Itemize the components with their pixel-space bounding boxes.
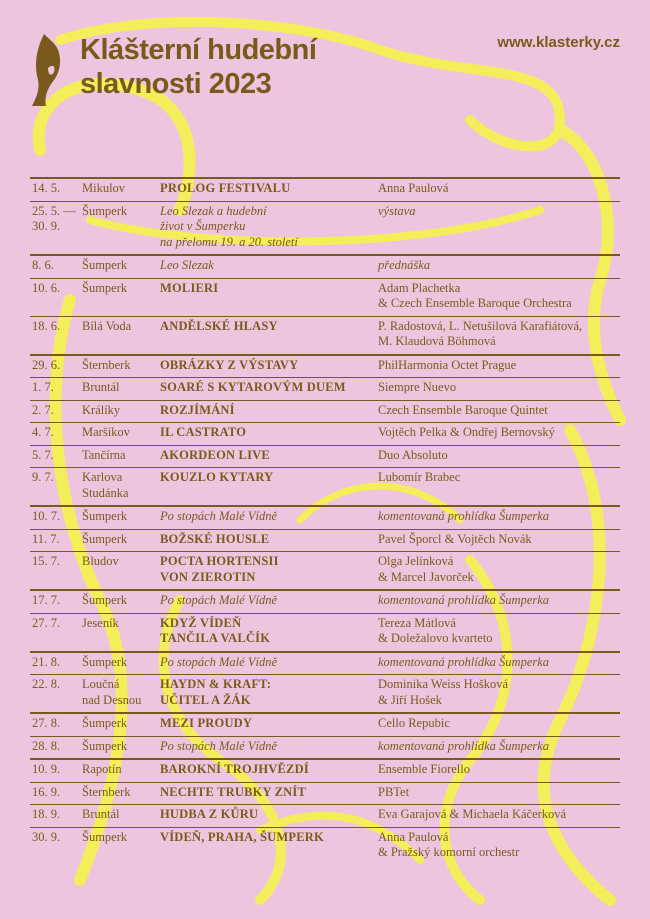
- program-row: [30, 468, 620, 507]
- program-performer: [378, 509, 620, 525]
- place-line: Šumperk: [82, 203, 128, 218]
- performer-line: PhilHarmonia Octet Prague: [378, 357, 517, 372]
- program-event: [160, 319, 378, 335]
- event-line: NECHTE TRUBKY ZNÍT: [160, 784, 306, 799]
- event-line: SOARÉ S KYTAROVÝM DUEM: [160, 380, 346, 394]
- event-line: život v Šumperku: [160, 219, 246, 233]
- program-row: [30, 760, 620, 783]
- place-line: Šumperk: [82, 593, 128, 607]
- program-event: [160, 655, 378, 671]
- program-place: [82, 181, 160, 197]
- program-event: [160, 509, 378, 525]
- program-date: 8. 6.: [32, 258, 54, 272]
- program-row: [30, 179, 620, 202]
- program-performer: [378, 204, 620, 220]
- program-place: [82, 403, 160, 419]
- program-place: [82, 425, 160, 441]
- program-performer: [378, 554, 620, 585]
- program-date: 29. 6.: [32, 357, 61, 372]
- program-performer: [378, 830, 620, 861]
- event-line: TANČILA VALČÍK: [160, 631, 271, 645]
- title-line-1: Klášterní hudební: [80, 34, 317, 66]
- event-line: Po stopách Malé Vídně: [160, 593, 277, 607]
- program-row: [30, 614, 620, 653]
- program-place: [82, 716, 160, 732]
- performer-line: Czech Ensemble Baroque Quintet: [378, 402, 548, 417]
- event-line: ANDĚLSKÉ HLASY: [160, 318, 278, 333]
- event-line: KDYŽ VÍDEŇ: [160, 615, 242, 630]
- event-line: Po stopách Malé Vídně: [160, 654, 277, 669]
- event-line: MEZI PROUDY: [160, 716, 253, 730]
- event-line: Leo Slezak a hudební: [160, 203, 267, 218]
- program-event: [160, 358, 378, 374]
- program-row: [30, 783, 620, 806]
- title-line-2: slavnosti 2023: [80, 68, 272, 100]
- program-date: 2. 7.: [32, 402, 54, 417]
- program-event: [160, 830, 378, 846]
- program-place: [82, 470, 160, 501]
- event-line: HAYDN & KRAFT:: [160, 677, 272, 691]
- place-line: Bílá Voda: [82, 318, 132, 333]
- program-date: 11. 7.: [32, 531, 60, 546]
- program-row: [30, 423, 620, 446]
- program-event: [160, 593, 378, 609]
- place-line: Bludov: [82, 554, 119, 568]
- place-line: Šumperk: [82, 829, 128, 844]
- program-performer: [378, 258, 620, 274]
- program-date: 18. 9.: [32, 807, 61, 821]
- performer-line: & Marcel Javorček: [378, 569, 474, 584]
- performer-line: komentovaná prohlídka Šumperka: [378, 593, 550, 607]
- performer-line: & Czech Ensemble Baroque Orchestra: [378, 296, 572, 310]
- place-line: Šternberk: [82, 357, 131, 372]
- program-performer: [378, 593, 620, 609]
- program-event: [160, 425, 378, 441]
- program-date: 17. 7.: [32, 593, 61, 607]
- program-date: 18. 6.: [32, 318, 61, 333]
- program-event: [160, 762, 378, 778]
- program-place: [82, 258, 160, 274]
- program-event: [160, 380, 378, 396]
- event-line: HUDBA Z KŮRU: [160, 807, 259, 821]
- program-date: 10. 9.: [32, 762, 61, 776]
- program-performer: [378, 448, 620, 464]
- place-line: Karlova: [82, 470, 123, 484]
- program-event: [160, 403, 378, 419]
- program-date: 16. 9.: [32, 784, 61, 799]
- performer-line: Duo Absoluto: [378, 447, 448, 462]
- program-performer: [378, 716, 620, 732]
- program-performer: [378, 470, 620, 486]
- program-place: [82, 785, 160, 801]
- program-date: 30. 9.: [32, 829, 61, 844]
- program-row: [30, 401, 620, 424]
- place-line: Šternberk: [82, 784, 131, 799]
- program-date: 27. 8.: [32, 716, 61, 730]
- program-event: [160, 258, 378, 274]
- program-row: [30, 202, 620, 257]
- event-line: OBRÁZKY Z VÝSTAVY: [160, 357, 299, 372]
- program-place: [82, 762, 160, 778]
- performer-line: Dominika Weiss Hošková: [378, 677, 509, 691]
- performer-line: Siempre Nuevo: [378, 380, 457, 394]
- website-link[interactable]: www.klasterky.cz: [497, 34, 620, 51]
- program-performer: [378, 785, 620, 801]
- program-table: [30, 177, 620, 865]
- event-line: VON ZIEROTIN: [160, 569, 256, 584]
- program-event: [160, 785, 378, 801]
- program-place: [82, 807, 160, 823]
- program-row: [30, 507, 620, 530]
- place-line: Šumperk: [82, 654, 128, 669]
- program-performer: [378, 425, 620, 441]
- performer-line: & Pražský komorní orchestr: [378, 845, 520, 859]
- program-event: [160, 807, 378, 823]
- program-place: [82, 204, 160, 220]
- program-date: 22. 8.: [32, 677, 61, 691]
- event-line: BOŽSKÉ HOUSLE: [160, 531, 270, 546]
- program-place: [82, 677, 160, 708]
- place-line: nad Desnou: [82, 692, 142, 707]
- program-place: [82, 532, 160, 548]
- program-performer: [378, 403, 620, 419]
- program-place: [82, 655, 160, 671]
- performer-line: výstava: [378, 203, 416, 218]
- program-performer: [378, 677, 620, 708]
- event-line: PROLOG FESTIVALU: [160, 181, 291, 195]
- performer-line: Cello Repubic: [378, 716, 450, 730]
- program-place: [82, 739, 160, 755]
- program-row: [30, 552, 620, 591]
- place-line: Šumperk: [82, 716, 128, 730]
- place-line: Maršíkov: [82, 425, 130, 439]
- program-date: 25. 5. — 30. 9.: [32, 203, 76, 233]
- program-event: [160, 554, 378, 585]
- program-event: [160, 739, 378, 755]
- performer-line: Tereza Mátlová: [378, 615, 456, 630]
- program-event: [160, 677, 378, 708]
- event-line: Po stopách Malé Vídně: [160, 738, 277, 753]
- performer-line: komentovaná prohlídka Šumperka: [378, 509, 550, 523]
- program-row: [30, 446, 620, 469]
- program-row: [30, 356, 620, 379]
- place-line: Šumperk: [82, 531, 128, 546]
- performer-line: Olga Jelínková: [378, 554, 454, 568]
- place-line: Králíky: [82, 402, 121, 417]
- place-line: Jeseník: [82, 615, 119, 630]
- performer-line: Vojtěch Pelka & Ondřej Bernovský: [378, 425, 555, 439]
- program-place: [82, 509, 160, 525]
- performer-line: komentovaná prohlídka Šumperka: [378, 654, 550, 669]
- program-event: [160, 448, 378, 464]
- performer-line: přednáška: [378, 258, 431, 272]
- program-place: [82, 554, 160, 570]
- performer-line: Lubomír Brabec: [378, 470, 461, 484]
- program-date: 21. 8.: [32, 654, 61, 669]
- program-date: 9. 7.: [32, 470, 54, 484]
- place-line: Loučná: [82, 677, 120, 691]
- program-place: [82, 358, 160, 374]
- program-date: 10. 7.: [32, 509, 61, 523]
- performer-line: Eva Garajová & Michaela Káčerková: [378, 807, 567, 821]
- program-date: 28. 8.: [32, 738, 61, 753]
- place-line: Studánka: [82, 485, 129, 500]
- program-place: [82, 380, 160, 396]
- place-line: Bruntál: [82, 380, 120, 394]
- place-line: Šumperk: [82, 738, 128, 753]
- performer-line: P. Radostová, L. Netušilová Karafiátová,: [378, 318, 583, 333]
- performer-line: Ensemble Fiorello: [378, 762, 470, 776]
- event-line: ROZJÍMÁNÍ: [160, 402, 235, 417]
- program-performer: [378, 807, 620, 823]
- program-event: [160, 281, 378, 297]
- program-row: [30, 653, 620, 676]
- program-row: [30, 256, 620, 279]
- place-line: Šumperk: [82, 280, 128, 295]
- program-row: [30, 591, 620, 614]
- program-event: [160, 204, 378, 251]
- event-line: na přelomu 19. a 20. století: [160, 234, 298, 249]
- performer-line: Pavel Šporcl & Vojtěch Novák: [378, 531, 532, 546]
- program-performer: [378, 655, 620, 671]
- performer-line: M. Klaudová Böhmová: [378, 334, 496, 348]
- event-line: IL CASTRATO: [160, 425, 247, 439]
- program-place: [82, 593, 160, 609]
- place-line: Rapotín: [82, 762, 122, 776]
- performer-line: Adam Plachetka: [378, 280, 461, 295]
- place-line: Šumperk: [82, 509, 128, 523]
- program-performer: [378, 739, 620, 755]
- place-line: Bruntál: [82, 807, 120, 821]
- place-line: Mikulov: [82, 181, 126, 195]
- program-place: [82, 281, 160, 297]
- program-place: [82, 616, 160, 632]
- festival-title: [80, 33, 316, 101]
- program-event: [160, 470, 378, 486]
- program-event: [160, 181, 378, 197]
- performer-line: PBTet: [378, 784, 410, 799]
- program-date: 15. 7.: [32, 554, 61, 568]
- program-performer: [378, 358, 620, 374]
- performer-line: Anna Paulová: [378, 181, 449, 195]
- place-line: Tančírna: [82, 447, 126, 462]
- program-place: [82, 448, 160, 464]
- program-performer: [378, 181, 620, 197]
- event-line: POCTA HORTENSII: [160, 554, 279, 568]
- performer-line: & Doležalovo kvarteto: [378, 631, 493, 645]
- program-place: [82, 830, 160, 846]
- program-date: 5. 7.: [32, 447, 54, 462]
- program-place: [82, 319, 160, 335]
- program-row: [30, 317, 620, 356]
- event-line: BAROKNÍ TROJHVĚZDÍ: [160, 762, 309, 776]
- program-row: [30, 279, 620, 317]
- festival-logo-icon: [30, 30, 70, 110]
- program-row: [30, 828, 620, 865]
- program-performer: [378, 532, 620, 548]
- header: [0, 0, 650, 130]
- program-event: [160, 532, 378, 548]
- program-row: [30, 737, 620, 761]
- program-row: [30, 805, 620, 828]
- program-performer: [378, 616, 620, 647]
- program-row: [30, 714, 620, 737]
- program-performer: [378, 380, 620, 396]
- program-performer: [378, 281, 620, 312]
- performer-line: komentovaná prohlídka Šumperka: [378, 738, 550, 753]
- event-line: UČITEL A ŽÁK: [160, 692, 251, 707]
- program-date: 1. 7.: [32, 380, 54, 394]
- program-performer: [378, 319, 620, 350]
- program-event: [160, 716, 378, 732]
- program-row: [30, 530, 620, 553]
- program-performer: [378, 762, 620, 778]
- program-date: 10. 6.: [32, 280, 61, 295]
- event-line: Leo Slezak: [160, 258, 214, 272]
- event-line: AKORDEON LIVE: [160, 447, 270, 462]
- program-row: [30, 378, 620, 401]
- program-date: 14. 5.: [32, 181, 61, 195]
- place-line: Šumperk: [82, 258, 128, 272]
- event-line: Po stopách Malé Vídně: [160, 509, 277, 523]
- program-date: 27. 7.: [32, 615, 61, 630]
- program-row: [30, 675, 620, 714]
- performer-line: Anna Paulová: [378, 829, 449, 844]
- program-event: [160, 616, 378, 647]
- performer-line: & Jiří Hošek: [378, 692, 442, 707]
- event-line: KOUZLO KYTARY: [160, 470, 274, 484]
- event-line: VÍDEŇ, PRAHA, ŠUMPERK: [160, 829, 324, 844]
- program-date: 4. 7.: [32, 425, 54, 439]
- event-line: MOLIERI: [160, 280, 219, 295]
